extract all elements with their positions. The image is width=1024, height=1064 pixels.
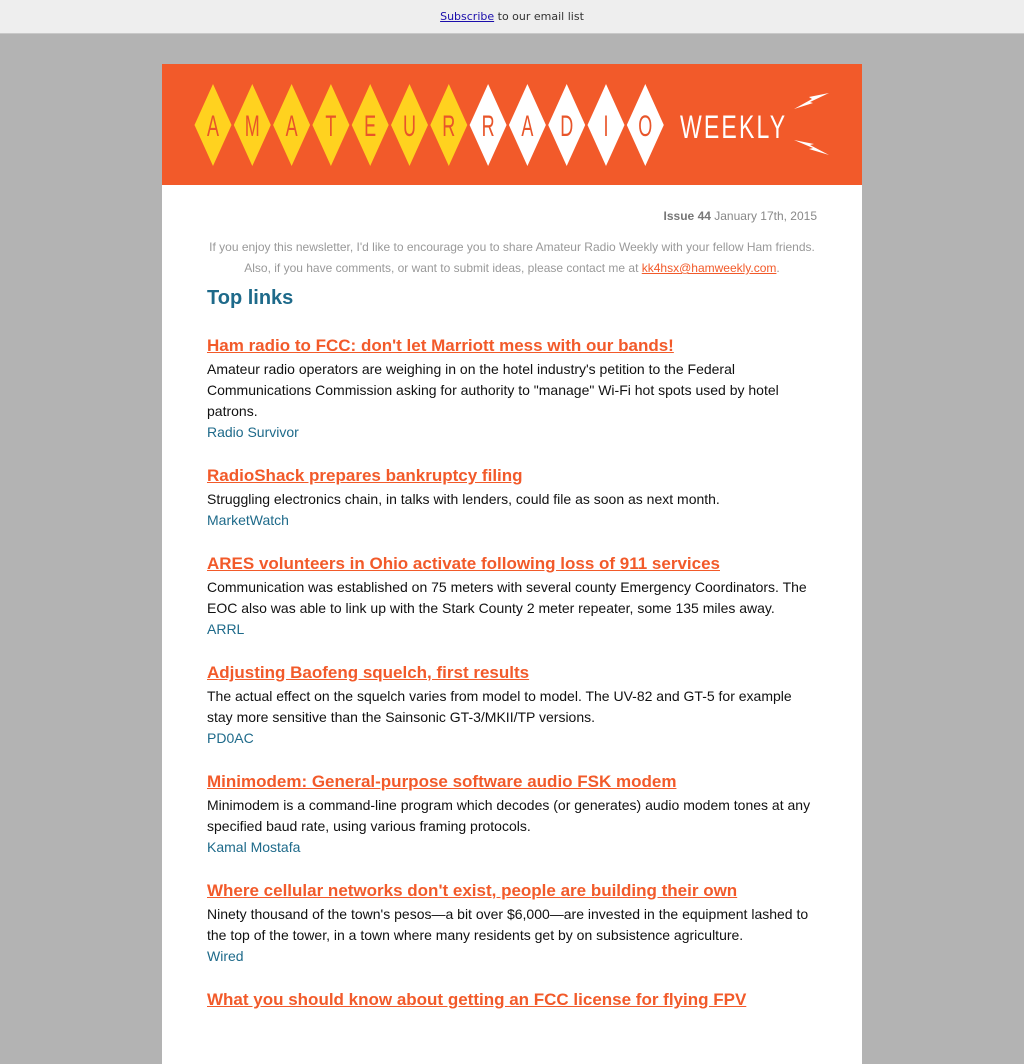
article-link[interactable]: Adjusting Baofeng squelch, first results [207,663,530,682]
list-item [207,554,817,640]
logo-letter: R [442,110,456,144]
logo-letter: E [364,110,377,144]
article-description: Ninety thousand of the town's pesos—a bit over $6,000—are invested in the equipment lashed to the top of the tower, in a town where many residents get by on subsistence agriculture. [207,906,809,943]
logo-letter: I [603,110,609,144]
logo-letter: U [403,110,416,144]
list-item [207,663,817,749]
article-source: MarketWatch [207,512,289,528]
logo-letter: A [521,110,534,144]
article-source: ARRL [207,621,245,637]
logo-letter: R [481,110,495,144]
list-item [207,336,817,443]
article-source: Radio Survivor [207,424,299,440]
article-link[interactable]: Where cellular networks don't exist, people are building their own [207,881,738,900]
logo-letter: A [285,110,298,144]
intro-end: . [776,261,780,275]
article-description: Minimodem is a command-line program which decodes (or generates) audio modem tones at any specified baud rate, using various framing protocols. [207,797,811,834]
article-description: Communication was established on 75 meters with several county Emergency Coordinators. The EOC also was able to link up with the Stark County 2 meter repeater, some 135 miles away. [207,579,807,616]
logo-letter: D [560,110,574,144]
logo-weekly: WEEKLY [680,109,788,145]
article-description: Amateur radio operators are weighing in on the hotel industry's petition to the Federal Communications Commission asking for authority to "manage" Wi-Fi hot spots used by hotel patrons. [207,361,779,419]
article-link[interactable]: RadioShack prepares bankruptcy filing [207,466,523,485]
logo-letter: A [206,110,220,144]
list-item [207,990,817,1010]
lightning-icon [794,140,829,155]
article-source: Wired [207,948,244,964]
article-link[interactable]: Minimodem: General-purpose software audio FSK modem [207,772,677,791]
contact-email-link[interactable]: kk4hsx@hamweekly.com [641,261,777,275]
subscribe-text: to our email list [494,10,584,23]
article-source: PD0AC [207,730,254,746]
logo-letter: O [638,110,653,144]
issue-info [207,209,817,223]
logo-letter: T [325,110,337,144]
lightning-icon [794,93,829,109]
issue-date: January 17th, 2015 [710,209,817,223]
subscribe-link[interactable]: Subscribe [440,10,495,23]
intro-body: If you enjoy this newsletter, I'd like to encourage you to share Amateur Radio Weekly with your fellow Ham friends. Also, if you have comments, or want to submit ideas, please contact me at [209,240,815,275]
section-title: Top links [207,287,294,309]
issue-number: Issue 44 [663,209,711,223]
list-item [207,772,817,858]
subscribe-bar [0,0,1024,34]
article-description: Struggling electronics chain, in talks with lenders, could file as soon as next month. [207,491,720,507]
logo-letter: M [244,110,260,144]
article-link[interactable]: Ham radio to FCC: don't let Marriott mess with our bands! [207,336,674,355]
article-source: Kamal Mostafa [207,839,301,855]
article-description: The actual effect on the squelch varies from model to model. The UV-82 and GT-5 for example stay more sensitive than the Sainsonic GT-3/MKII/TP versions. [207,688,792,725]
article-link[interactable]: ARES volunteers in Ohio activate following loss of 911 services [207,554,720,573]
newsletter [162,64,862,1064]
intro-text [195,237,829,279]
list-item [207,881,817,967]
list-item [207,466,817,531]
article-link[interactable]: What you should know about getting an FCC license for flying FPV [207,990,747,1009]
logo [162,64,862,185]
banner-logo [162,64,862,185]
